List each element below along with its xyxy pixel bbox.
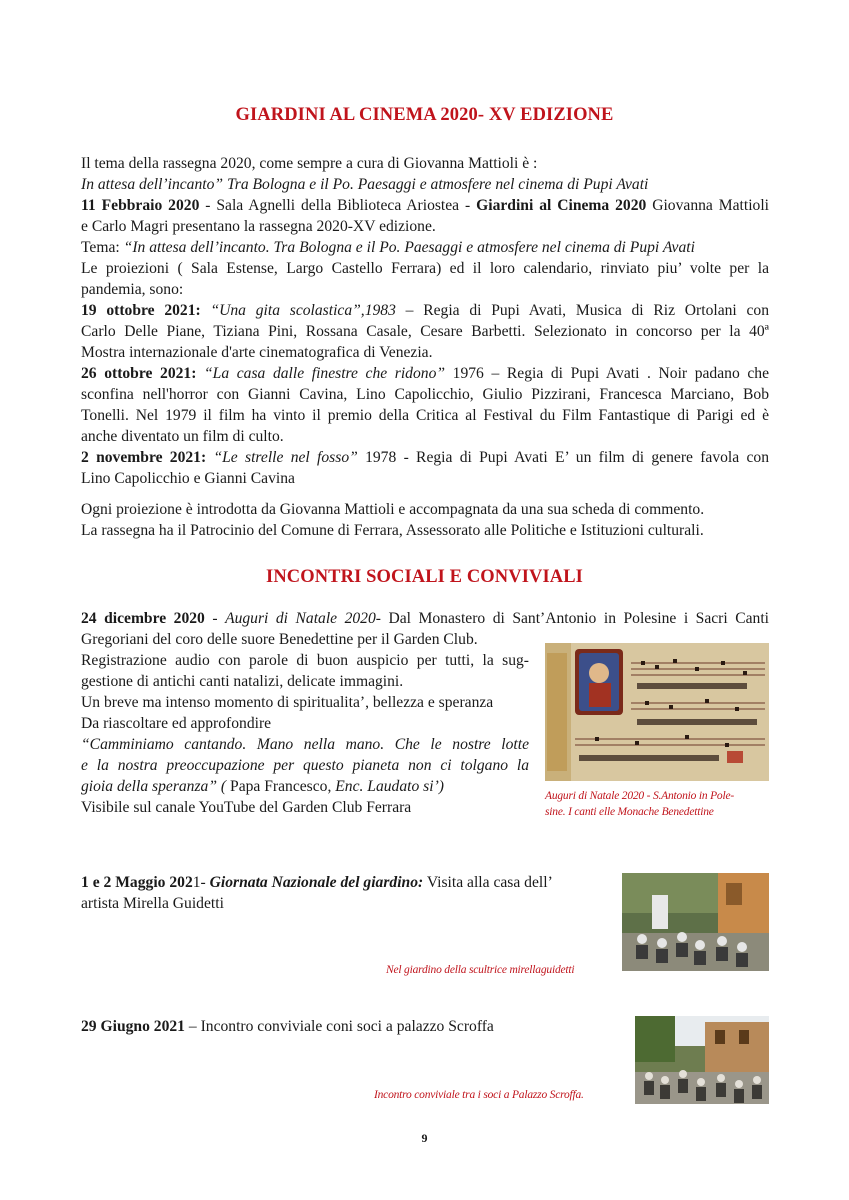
proiezioni-line: Le proiezioni ( Sala Estense, Largo Castello Ferrara) ed il loro calendario, rinviato piu’ volte per la: [81, 260, 769, 277]
december24-text: Dal Monastero di Sant’Antonio in Polesine i Sacri Canti: [380, 610, 769, 627]
november2-film-title: “Le strelle nel fosso”: [206, 449, 358, 466]
tema-line: [81, 237, 769, 258]
gregorian-manuscript-image: [545, 643, 769, 781]
october19-date: 19 ottobre 2021:: [81, 302, 201, 319]
section-title-giardini-al-cinema: GIARDINI AL CINEMA 2020- XV EDIZIONE: [235, 105, 614, 125]
section-giardini-body: [81, 153, 769, 489]
youtube-line: Visibile sul canale YouTube del Garden Club Ferrara: [81, 799, 412, 816]
may-text: Visita alla casa dell’: [423, 874, 553, 891]
october19-text: – Regia di Pupi Avati, Musica di Riz Ortolani con: [395, 302, 770, 319]
december24-line4: gestione di antichi canti natalizi, delicate immagini.: [81, 673, 404, 690]
may-date-suffix: 1: [192, 874, 201, 891]
october26-text: 1976 – Regia di Pupi Avati . Noir padano che: [445, 365, 769, 382]
october19-line3: Mostra internazionale d'arte cinematografica di Venezia.: [81, 344, 433, 361]
june-date: 29 Giugno 2021: [81, 1018, 185, 1035]
garden-visit-photo: [622, 873, 769, 971]
caption-manuscript: [545, 788, 775, 820]
june-heading: [81, 1016, 621, 1037]
tema-text: “In attesa dell’incanto. Tra Bologna e il Po. Paesaggi e atmosfere nel cinema di Pupi Avati: [123, 239, 695, 256]
may-line2: artista Mirella Guidetti: [81, 895, 224, 912]
quote-line1: “Camminiamo cantando. Mano nella mano. Che le nostre lotte: [81, 736, 529, 753]
intro-line: Il tema della rassegna 2020, come sempre a cura di Giovanna Mattioli è :: [81, 155, 538, 172]
june-event: [81, 1016, 621, 1037]
february-date: 11 Febbraio 2020: [81, 197, 200, 214]
quote-source: Enc. Laudato si’): [335, 778, 444, 795]
october26-event: [81, 363, 769, 384]
october26-line2: sconfina nell'horror con Gianni Cavina, Lino Capolicchio, Giulio Pizzirani, Francesca Marciano, Bob: [81, 386, 769, 403]
theme-line: In attesa dell’incanto” Tra Bologna e il Po. Paesaggi e atmosfere nel cinema di Pupi Avati: [81, 176, 649, 193]
quote-author: Papa Francesco,: [226, 778, 336, 795]
february-presenter: Giovanna Mattioli: [646, 197, 769, 214]
december24-line2: Gregoriani del coro delle suore Benedettine per il Garden Club.: [81, 631, 478, 648]
quote-line2: e la nostra preoccupazione per questo pianeta non ci tolgano la: [81, 757, 529, 774]
december24-line3: Registrazione audio con parole di buon auspicio per tutti, la sug-: [81, 652, 529, 669]
december24-title: Auguri di Natale 2020-: [225, 610, 381, 627]
section-title-incontri: INCONTRI SOCIALI E CONVIVIALI: [266, 567, 583, 587]
closing-line1: Ogni proiezione è introdotta da Giovanna Mattioli e accompagnata da una sua scheda di commento.: [81, 501, 705, 518]
may-separator: -: [200, 874, 210, 891]
november2-event: [81, 447, 769, 468]
february-event: [81, 195, 769, 216]
proiezioni-line2: pandemia, sono:: [81, 281, 184, 298]
page-number: 9: [421, 1131, 428, 1145]
december24-date: 24 dicembre 2020: [81, 610, 205, 627]
february-event-name: Giardini al Cinema 2020: [476, 197, 647, 214]
october19-event: [81, 300, 769, 321]
palazzo-scroffa-photo: [635, 1016, 769, 1104]
october19-film-title: “Una gita scolastica”,1983: [200, 302, 396, 319]
december24-event: [81, 608, 769, 629]
caption-garden-visit: Nel giardino della scultrice mirellaguidetti: [386, 964, 575, 976]
may-event: [81, 872, 621, 914]
june-text: – Incontro conviviale coni soci a palazzo Scroffa: [184, 1018, 494, 1035]
caption-manuscript-line2: sine. I canti elle Monache Benedettine: [545, 806, 714, 818]
november2-text: 1978 - Regia di Pupi Avati E’ un film di genere favola con: [357, 449, 769, 466]
december24-separator: -: [204, 610, 226, 627]
may-date: 1 e 2 Maggio 202: [81, 874, 193, 891]
october26-line3: Tonelli. Nel 1979 il film ha vinto il premio della Critica al Festival du Film Fantastique di Parigi ed è: [81, 407, 769, 424]
november2-line2: Lino Capolicchio e Gianni Cavina: [81, 470, 295, 487]
closing-line2: La rassegna ha il Patrocinio del Comune di Ferrara, Assessorato alle Politiche e Istituzioni culturali.: [81, 522, 704, 539]
october26-date: 26 ottobre 2021:: [81, 365, 197, 382]
caption-manuscript-line1: Auguri di Natale 2020 - S.Antonio in Pole-: [545, 790, 734, 802]
section-giardini-closing: [81, 499, 769, 541]
may-heading: [81, 872, 621, 893]
december24-body: [81, 629, 529, 818]
december24-heading: [81, 608, 769, 629]
february-venue: - Sala Agnelli della Biblioteca Ariostea -: [199, 197, 477, 214]
december24-line5: Un breve ma intenso momento di spiritualita’, bellezza e speranza: [81, 694, 494, 711]
december24-line6: Da riascoltare ed approfondire: [81, 715, 272, 732]
october26-film-title: “La casa dalle finestre che ridono”: [196, 365, 446, 382]
october26-line4: anche diventato un film di culto.: [81, 428, 284, 445]
november2-date: 2 novembre 2021:: [81, 449, 207, 466]
october19-line2: Carlo Delle Piane, Tiziana Pini, Rossana Casale, Cesare Barbetti. Selezionato in concorso per la 40ª: [81, 323, 769, 340]
caption-palazzo-scroffa: Incontro conviviale tra i soci a Palazzo Scroffa.: [374, 1089, 584, 1101]
quote-line3: [81, 776, 529, 797]
february-event-line2: e Carlo Magri presentano la rassegna 2020-XV edizione.: [81, 218, 436, 235]
may-title: Giornata Nazionale del giardino:: [209, 874, 424, 891]
tema-label: Tema:: [81, 239, 124, 256]
quote-text: gioia della speranza” (: [81, 778, 227, 795]
